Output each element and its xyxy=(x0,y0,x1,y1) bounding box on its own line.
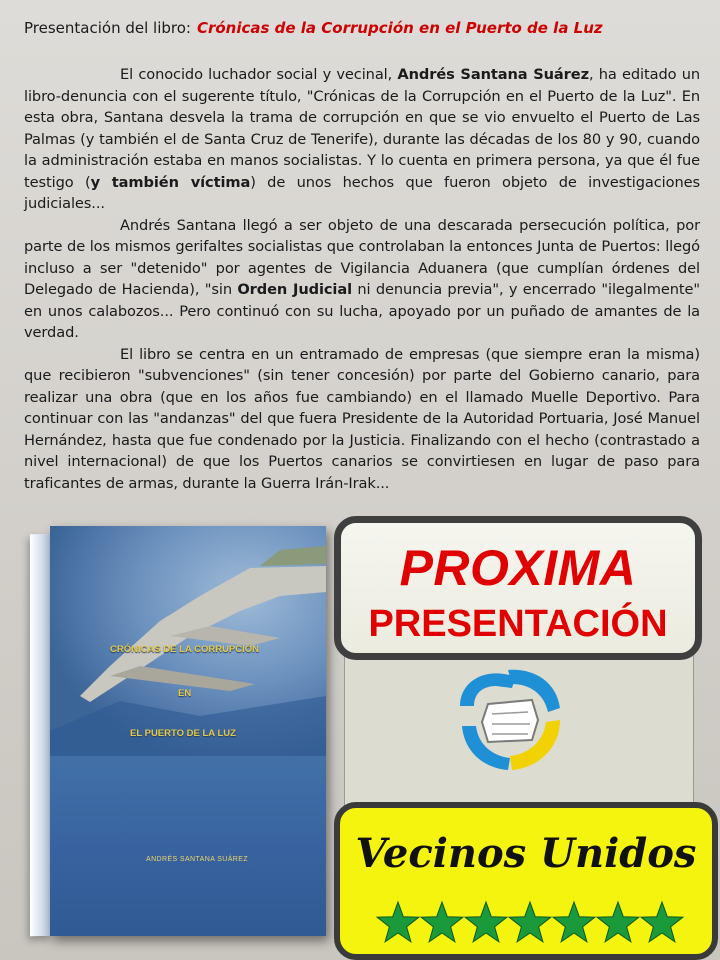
star-icon xyxy=(377,902,419,942)
p1-text-e: ) de unos hechos que fueron objeto de investigaciones judiciales... xyxy=(24,173,700,212)
p2-text-c: ni denuncia previa", y encerrado "ilegalmente" en unos calabozos... Pero continuó con su lucha, apoyado por un puñado de amantes de la verdad. xyxy=(24,281,700,341)
p1-text-c: , ha editado un libro-denuncia con el sugerente título, "Crónicas de la Corrupción en el Puerto de la Luz". En esta obra, Santana desvela la trama de corrupción en que se vio envuelto el Puerto de Las Palmas (y también el de Santa Cruz de Tenerife), durante las décadas de los 80 y 90, cuando la administración estaba en manos socialistas. Y lo cuenta en primera persona, ya que él fue testigo ( xyxy=(24,66,701,191)
book-spine xyxy=(30,534,52,937)
author-name: Andrés Santana Suárez xyxy=(397,66,589,83)
article-body xyxy=(24,64,700,494)
book-title: Crónicas de la Corrupción en el Puerto de la Luz xyxy=(196,19,603,37)
star-icon xyxy=(553,902,595,942)
header xyxy=(24,18,704,38)
promo-line2: PRESENTACIÓN xyxy=(368,603,668,645)
hands-logo-icon xyxy=(452,664,568,780)
cover-title-line1: CRÓNICAS DE LA CORRUPCIÓN xyxy=(110,644,260,655)
star-icon xyxy=(421,902,463,942)
star-icon xyxy=(465,902,507,942)
p2-text-a: Andrés Santana llegó a ser objeto de una descarada persecución política, por parte de los mismos gerifaltes socialistas que controlaban la entonces Junta de Puertos: llegó incluso a ser "detenido" por agentes de Vigilancia Aduanera (que cumplían órdenes del Delegado de Hacienda), "sin xyxy=(24,216,700,298)
cover-author: ANDRÉS SANTANA SUÁREZ xyxy=(146,856,249,863)
book-image xyxy=(30,524,330,942)
promo-box xyxy=(334,516,702,660)
vecinos-box xyxy=(334,802,718,960)
cover-title-line3: EL PUERTO DE LA LUZ xyxy=(130,728,236,739)
stars-row xyxy=(376,900,686,948)
paragraph-2 xyxy=(24,215,700,344)
promo-line1: PROXIMA xyxy=(399,540,637,596)
book-cover xyxy=(50,526,326,936)
harbor-photo xyxy=(50,526,326,756)
star-icon xyxy=(641,902,683,942)
p1-text-a: El conocido luchador social y vecinal, xyxy=(120,66,398,83)
vecinos-title: Vecinos Unidos xyxy=(355,830,697,877)
header-label: Presentación del libro: xyxy=(24,19,191,37)
paragraph-3: El libro se centra en un entramado de empresas (que siempre eran la misma) que recibieron "subvenciones" (sin tener concesión) por parte del Gobierno canario, para realizar una obra (que en los años fue cambiando) en el llamado Muelle Deportivo. Para continuar con las "andanzas" del que fuera Presidente de la Autoridad Portuaria, José Manuel Hernández, hasta que fue condenado por la Justicia. Finalizando con el hecho (contrastado a nivel internacional) de que los Puertos canarios se convirtiesen en lugar de paso para traficantes de armas, durante la Guerra Irán-Irak... xyxy=(24,345,700,492)
cover-title-line2: EN xyxy=(178,688,192,699)
p2-bold-orden: Orden Judicial xyxy=(237,281,352,298)
paragraph-1 xyxy=(24,64,700,215)
p1-bold-victim: y también víctima xyxy=(90,173,251,191)
star-icon xyxy=(509,902,551,942)
star-icon xyxy=(597,902,639,942)
